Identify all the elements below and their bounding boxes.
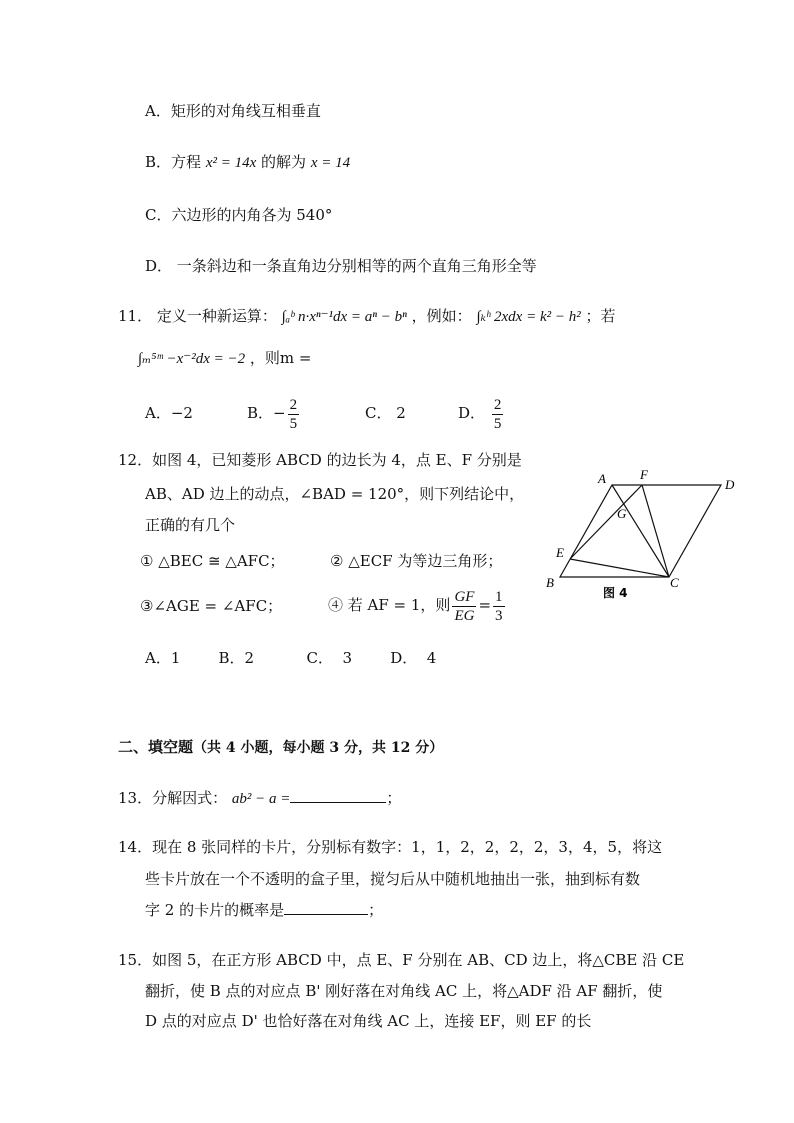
label-d: D <box>725 477 735 492</box>
segment-ec <box>570 559 669 577</box>
q11-then: ，则m = <box>249 349 312 367</box>
q10-option-b-label: B．方程 <box>145 153 202 171</box>
figure-4-caption: 图 4 <box>603 586 628 600</box>
q15-number: 15． <box>118 951 153 969</box>
q13-number: 13． <box>118 789 153 807</box>
q10-option-b-solution: x = 14 <box>310 155 351 171</box>
q11-option-d-fraction: $\frac{2}{5}$ <box>493 396 502 432</box>
diagonal-ac <box>612 485 669 577</box>
q12-statement-4: ④ 若 AF = 1，则 $\frac{GF}{EG}$ = $\frac{1}{3}$ <box>328 588 503 624</box>
q11-option-d: D． $\frac{2}{5}$ <box>458 396 502 432</box>
q13-answer-blank[interactable] <box>290 788 386 803</box>
q12-line1: 12．如图 4，已知菱形 ABCD 的边长为 4，点 E、F 分别是 <box>118 451 522 469</box>
label-e: E <box>556 545 564 560</box>
q12-statement-3: ③∠AGE = ∠AFC； <box>140 597 283 615</box>
q11-option-b: B．− $\frac{2}{5}$ <box>247 396 298 432</box>
q14-line2: 些卡片放在一个不透明的盒子里，搅匀后从中随机地抽出一张，抽到标有数 <box>145 870 641 888</box>
q10-option-b-equation: x² = 14x <box>205 155 257 171</box>
q12-fraction-one-third: $\frac{1}{3}$ <box>495 588 503 624</box>
q15-line1: 15．如图 5，在正方形 ABCD 中，点 E、F 分别在 AB、CD 边上，将△CBE 沿 CE <box>118 951 685 969</box>
q11-formula-definition: ∫ₐᵇ n·xⁿ⁻¹dx = aⁿ − bⁿ <box>281 309 407 325</box>
section-2-note: （共 4 小题，每小题 3 分，共 12 分） <box>193 740 444 756</box>
q10-option-a: A．矩形的对角线互相垂直 <box>145 102 321 120</box>
q10-option-d: D． 一条斜边和一条直角边分别相等的两个直角三角形全等 <box>145 257 537 275</box>
q11-formula-example: ∫ₖʰ 2xdx = k² − h² <box>476 309 581 325</box>
q12-statement-2: ② △ECF 为等边三角形； <box>330 552 503 570</box>
q10-option-c: C．六边形的内角各为 540° <box>145 206 333 224</box>
q14-number: 14． <box>118 838 153 856</box>
q14-answer-blank[interactable] <box>284 900 368 915</box>
section-2-title: 二、填空题 <box>118 738 194 756</box>
q11-if: ；若 <box>585 307 616 325</box>
label-c: C <box>670 575 679 590</box>
q11-option-a: A．−2 <box>145 404 193 422</box>
q11-formula-condition: ∫ₘ⁵ᵐ −x⁻²dx = −2 <box>138 351 246 367</box>
q15-line2: 翻折，使 B 点的对应点 B' 刚好落在对角线 AC 上，将△ADF 沿 AF 翻折，使 <box>145 982 663 1000</box>
q11-example-label: ，例如： <box>411 307 472 325</box>
q10-option-b <box>145 151 350 174</box>
label-b: B <box>546 575 554 590</box>
q14-line3: 字 2 的卡片的概率是 ； <box>145 901 384 919</box>
q12-line3: 正确的有几个 <box>145 516 236 534</box>
q11-line2 <box>138 347 311 370</box>
label-a: A <box>598 471 606 486</box>
q13-expression: ab² − a = <box>231 791 291 807</box>
q11-line1 <box>118 305 616 328</box>
q11-text: 定义一种新运算： <box>156 307 277 325</box>
figure-4-rhombus <box>540 465 750 605</box>
q12-options: A．1 B．2 C． 3 D． 4 <box>145 649 437 667</box>
segment-fc <box>642 485 669 577</box>
q14-line1: 14．现在 8 张同样的卡片，分别标有数字：1，1，2，2，2，2，3，4，5，将这 <box>118 838 663 856</box>
q12-number: 12． <box>118 451 153 469</box>
q11-option-b-fraction: $\frac{2}{5}$ <box>289 396 298 432</box>
q12-line2: AB、AD 边上的动点，∠BAD = 120°，则下列结论中， <box>145 485 525 503</box>
q12-statement-1: ① △BEC ≅ △AFC； <box>140 552 285 570</box>
q10-option-b-mid: 的解为 <box>261 153 307 171</box>
q11-number: 11． <box>118 307 153 325</box>
q15-line3: D 点的对应点 D' 也恰好落在对角线 AC 上，连接 EF，则 EF 的长 <box>145 1012 592 1030</box>
q13: 13．分解因式： ab² − a = ； <box>118 789 402 807</box>
section-2-heading <box>118 736 443 759</box>
q12-fraction-gf-eg: $\frac{GF}{EG}$ <box>454 588 475 624</box>
label-g: G <box>617 506 627 521</box>
q11-option-c: C． 2 <box>365 404 406 422</box>
label-f: F <box>640 467 648 482</box>
q11-options <box>145 395 505 433</box>
